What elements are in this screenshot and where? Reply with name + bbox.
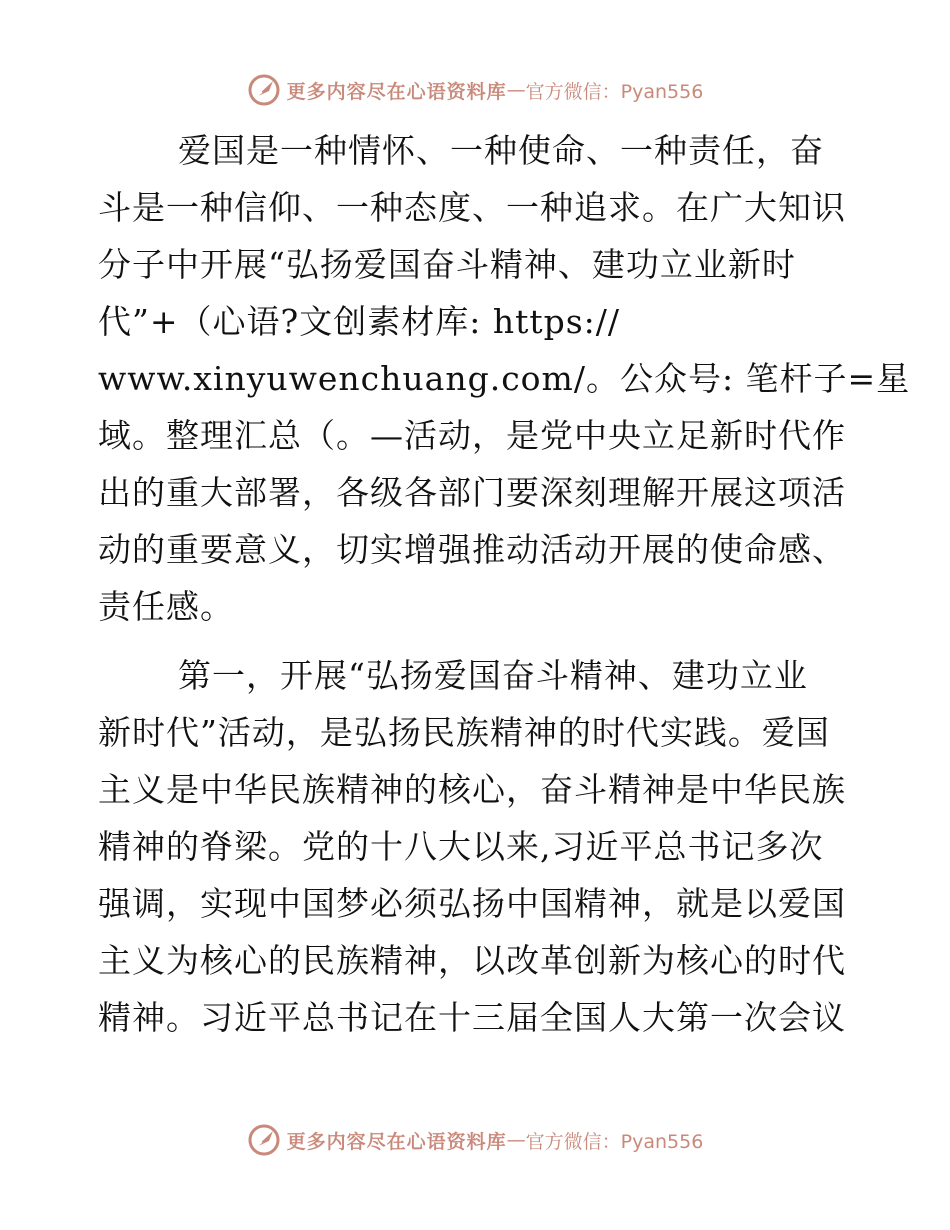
paragraph-1: [98, 122, 911, 635]
header-banner: [0, 70, 950, 110]
text-line: 代”+（心语?文创素材库: https://: [98, 302, 621, 341]
document-body: [98, 122, 911, 1046]
quill-logo-icon: [247, 73, 281, 107]
text-line: 第一，开展“弘扬爱国奋斗精神、建功立业: [178, 656, 808, 695]
text-line: 责任感。: [98, 587, 234, 626]
banner-wechat-text: 官方微信：Pyan556: [525, 1130, 704, 1153]
text-line: 动的重要意义，切实增强推动活动开展的使命感、: [98, 530, 846, 569]
footer-banner: [0, 1120, 950, 1160]
text-line: 精神的脊梁。党的十八大以来,习近平总书记多次: [98, 827, 824, 866]
text-line: 爱国是一种情怀、一种使命、一种责任，奋: [178, 131, 824, 170]
text-line: 主义为核心的民族精神，以改革创新为核心的时代: [98, 941, 846, 980]
banner-main-text: 更多内容尽在心语资料库: [286, 1130, 507, 1153]
text-line: 域。整理汇总（。—活动，是党中央立足新时代作: [98, 416, 846, 455]
quill-logo-icon: [247, 1123, 281, 1157]
banner-dash: —: [506, 79, 526, 101]
text-line: 精神。习近平总书记在十三届全国人大第一次会议: [98, 998, 846, 1037]
text-line: 新时代”活动，是弘扬民族精神的时代实践。爱国: [98, 713, 830, 752]
paragraph-gap: [98, 635, 858, 647]
banner-main-text: 更多内容尽在心语资料库: [286, 80, 507, 103]
text-line: 主义是中华民族精神的核心，奋斗精神是中华民族: [98, 770, 846, 809]
banner-wechat-text: 官方微信：Pyan556: [525, 80, 704, 103]
text-line: 斗是一种信仰、一种态度、一种追求。在广大知识: [98, 188, 846, 227]
paragraph-2: [98, 647, 858, 1046]
text-line: 分子中开展“弘扬爱国奋斗精神、建功立业新时: [98, 245, 796, 284]
text-line: www.xinyuwenchuang.com/。公众号: 笔杆子=星: [98, 359, 911, 398]
banner-dash: —: [506, 1129, 526, 1151]
text-line: 出的重大部署，各级各部门要深刻理解开展这项活: [98, 473, 846, 512]
text-line: 强调，实现中国梦必须弘扬中国精神，就是以爱国: [98, 884, 846, 923]
